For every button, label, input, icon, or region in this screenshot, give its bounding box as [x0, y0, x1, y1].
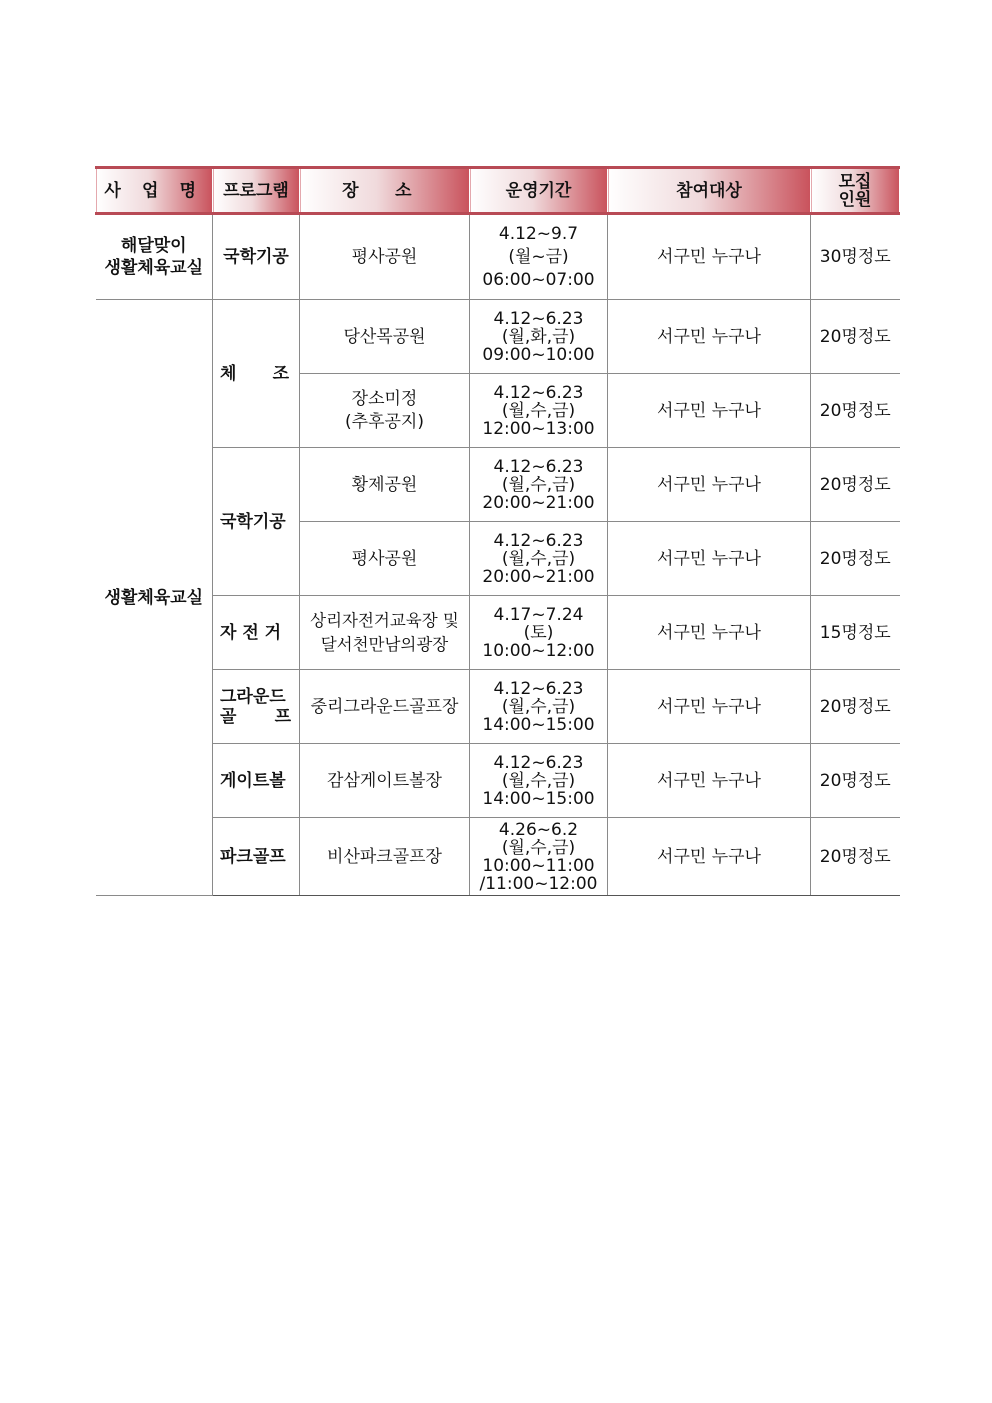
program-cell: [213, 300, 300, 448]
period-dates: 4.17~7.24: [493, 604, 584, 625]
target-cell: 서구민 누구나: [608, 214, 811, 300]
business-cell: 생활체육교실: [96, 300, 213, 896]
period-days: (월,수,금): [501, 400, 576, 421]
program-cell: 국학기공: [213, 448, 300, 596]
place-cell: 당산목공원: [300, 300, 470, 374]
place-cell: 평사공원: [300, 522, 470, 596]
target-cell: 서구민 누구나: [608, 522, 811, 596]
table-row: [96, 744, 900, 818]
period-cell: [470, 744, 608, 818]
period-dates: 4.12~9.7: [498, 223, 579, 244]
table-row: [96, 596, 900, 670]
period-dates: 4.12~6.23: [493, 752, 584, 773]
period-dates: 4.12~6.23: [493, 456, 584, 477]
period-time: 20:00~21:00: [482, 492, 595, 513]
period-cell: [470, 374, 608, 448]
period-time: 12:00~13:00: [482, 418, 595, 439]
target-cell: 서구민 누구나: [608, 744, 811, 818]
period-cell: [470, 448, 608, 522]
place-cell: [300, 374, 470, 448]
place-cell: 비산파크골프장: [300, 818, 470, 896]
period-cell: [470, 818, 608, 896]
target-cell: 서구민 누구나: [608, 448, 811, 522]
period-days: (월,수,금): [501, 837, 576, 858]
header-period: 운영기간: [470, 168, 608, 214]
place-cell: 황제공원: [300, 448, 470, 522]
business-line1: 해달맞이: [120, 236, 187, 256]
period-time: 20:00~21:00: [482, 566, 595, 587]
header-recruit-line2: 인원: [838, 189, 872, 210]
count-cell: 20명정도: [811, 744, 900, 818]
period-cell: [470, 300, 608, 374]
program-cell: 게이트볼: [213, 744, 300, 818]
period-days: (월,수,금): [501, 548, 576, 569]
period-days: (월,수,금): [501, 474, 576, 495]
program-cell: 국학기공: [213, 214, 300, 300]
period-dates: 4.12~6.23: [493, 308, 584, 329]
program-cell: 파크골프: [213, 818, 300, 896]
count-cell: 30명정도: [811, 214, 900, 300]
program-cell: 자 전 거: [213, 596, 300, 670]
period-dates: 4.12~6.23: [493, 382, 584, 403]
count-cell: 15명정도: [811, 596, 900, 670]
period-days: (월~금): [508, 246, 569, 267]
target-cell: 서구민 누구나: [608, 374, 811, 448]
period-time: 10:00~12:00: [482, 640, 595, 661]
period-days: (월,화,금): [501, 326, 576, 347]
header-recruit: [811, 168, 900, 214]
period-cell: [470, 670, 608, 744]
period-time: 09:00~10:00: [482, 344, 595, 365]
header-recruit-line1: 모집: [838, 171, 872, 192]
place-cell: 감삼게이트볼장: [300, 744, 470, 818]
period-dates: 4.12~6.23: [493, 530, 584, 551]
period-time: 06:00~07:00: [482, 269, 595, 290]
count-cell: 20명정도: [811, 300, 900, 374]
place-line1: 상리자전거교육장 및: [310, 610, 459, 630]
program-line1: 그라운드: [220, 686, 286, 707]
count-cell: 20명정도: [811, 818, 900, 896]
table-row: [96, 448, 900, 522]
period-time-2: /11:00~12:00: [479, 873, 598, 894]
place-cell: 평사공원: [300, 214, 470, 300]
program-char-left: 골: [220, 706, 237, 727]
count-cell: 20명정도: [811, 448, 900, 522]
table-row: [96, 214, 900, 300]
program-cell: [213, 670, 300, 744]
target-cell: 서구민 누구나: [608, 300, 811, 374]
place-line2: (추후공지): [345, 412, 424, 432]
place-line2: 달서천만남의광장: [320, 634, 449, 654]
period-days: (월,수,금): [501, 696, 576, 717]
header-place: 장 소: [300, 168, 470, 214]
table-row: [96, 818, 900, 896]
period-dates: 4.12~6.23: [493, 678, 584, 699]
period-days: (토): [523, 622, 554, 643]
place-line1: 장소미정: [351, 389, 418, 409]
business-line2: 생활체육교실: [104, 258, 204, 278]
header-target: 참여대상: [608, 168, 811, 214]
period-days: (월,수,금): [501, 770, 576, 791]
target-cell: 서구민 누구나: [608, 670, 811, 744]
count-cell: 20명정도: [811, 522, 900, 596]
period-cell: [470, 522, 608, 596]
table-row: [96, 300, 900, 374]
program-schedule-table: [95, 166, 900, 896]
period-cell: [470, 596, 608, 670]
place-cell: [300, 596, 470, 670]
target-cell: 서구민 누구나: [608, 818, 811, 896]
table-row: [96, 670, 900, 744]
header-program: 프로그램: [213, 168, 300, 214]
period-time: 14:00~15:00: [482, 788, 595, 809]
count-cell: 20명정도: [811, 670, 900, 744]
program-line2: [220, 708, 297, 726]
count-cell: 20명정도: [811, 374, 900, 448]
program-char-right: 조: [272, 363, 289, 384]
period-cell: [470, 214, 608, 300]
place-cell: 중리그라운드골프장: [300, 670, 470, 744]
period-dates: 4.26~6.2: [498, 819, 579, 840]
business-cell: [96, 214, 213, 300]
period-time: 10:00~11:00: [482, 855, 595, 876]
target-cell: 서구민 누구나: [608, 596, 811, 670]
header-business: 사 업 명: [96, 168, 213, 214]
table-header-row: [96, 168, 900, 214]
program-char-right: 프: [274, 706, 291, 727]
program-char-left: 체: [220, 363, 237, 384]
period-time: 14:00~15:00: [482, 714, 595, 735]
